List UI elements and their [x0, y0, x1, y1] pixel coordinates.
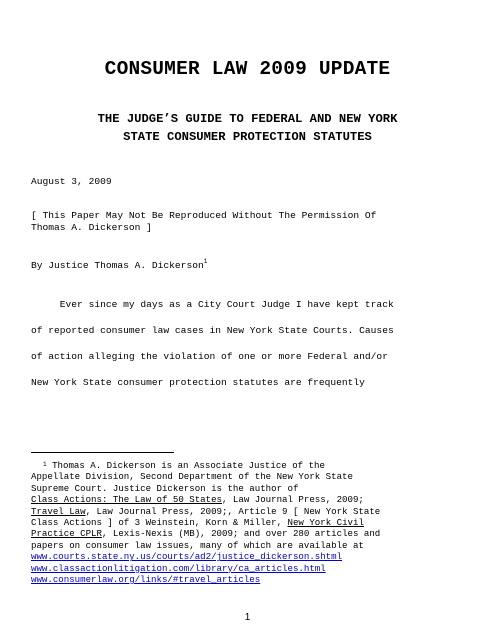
document-title: CONSUMER LAW 2009 UPDATE [104, 58, 391, 80]
footnote-mark: 1 [43, 461, 47, 468]
footnote-line-5-rest: , Law Journal Press, 2009;, Article 9 [ New York State [85, 505, 381, 517]
subtitle-line-1: THE JUDGE’S GUIDE TO FEDERAL AND NEW YORK [97, 112, 398, 126]
notice-line-2: Thomas A. Dickerson ] [31, 222, 152, 233]
footnote-line-1 [31, 460, 471, 471]
footnote-line-5 [31, 506, 471, 517]
book-title-travel-law: Travel Law [31, 505, 86, 517]
footnote-1 [31, 460, 471, 585]
footnote-line-1-text: Thomas A. Dickerson is an Associate Justice of the [52, 460, 325, 471]
body-line-2: of reported consumer law cases in New York State Courts. Causes [31, 325, 394, 336]
notice-line-1: [ This Paper May Not Be Reproduced Without The Permission Of [31, 210, 377, 221]
book-title-class-actions: Class Actions: The Law of 50 States [31, 494, 222, 506]
reproduction-notice [31, 210, 376, 234]
body-line-1: Ever since my days as a City Court Judge I have kept track [31, 299, 394, 310]
document-subtitle [0, 110, 495, 146]
body-line-3: of action alleging the violation of one or more Federal and/or [31, 351, 388, 362]
document-date: August 3, 2009 [31, 176, 112, 187]
footnote-line-8: papers on consumer law issues, many of which are available at [31, 539, 364, 551]
footnote-line-3: Supreme Court. Justice Dickerson is the author of [31, 482, 299, 494]
author-byline [31, 260, 207, 271]
page-number: 1 [244, 612, 251, 623]
byline-footnote-mark[interactable]: 1 [203, 258, 208, 265]
footnote-line-7 [31, 528, 471, 539]
footnote-line-2: Appellate Division, Second Department of the New York State [31, 471, 353, 483]
footnote-separator [31, 452, 174, 453]
book-title-ny-civil: New York Civil [287, 517, 364, 529]
footnote-line-6 [31, 517, 471, 528]
byline-text: By Justice Thomas A. Dickerson [31, 260, 204, 271]
link-consumerlaw[interactable]: www.consumerlaw.org/links/#travel_articles [31, 574, 261, 586]
footnote-line-4 [31, 494, 471, 505]
link-classaction[interactable]: www.classactionlitigation.com/library/ca_articles.html [31, 562, 326, 574]
link-courts[interactable]: www.courts.state.ny.us/courts/ad2/justice_dickerson.shtml [31, 551, 343, 563]
footnote-line-4-rest: , Law Journal Press, 2009; [222, 494, 364, 506]
book-title-cplr: Practice CPLR [31, 528, 102, 540]
footnote-line-7-rest: , Lexis-Nexis (MB), 2009; and over 280 articles and [101, 528, 381, 540]
body-line-4: New York State consumer protection statutes are frequently [31, 377, 365, 388]
subtitle-line-2: STATE CONSUMER PROTECTION STATUTES [123, 130, 372, 144]
footnote-line-6-start: Class Actions ] of 3 Weinstein, Korn & Miller, [31, 517, 288, 529]
